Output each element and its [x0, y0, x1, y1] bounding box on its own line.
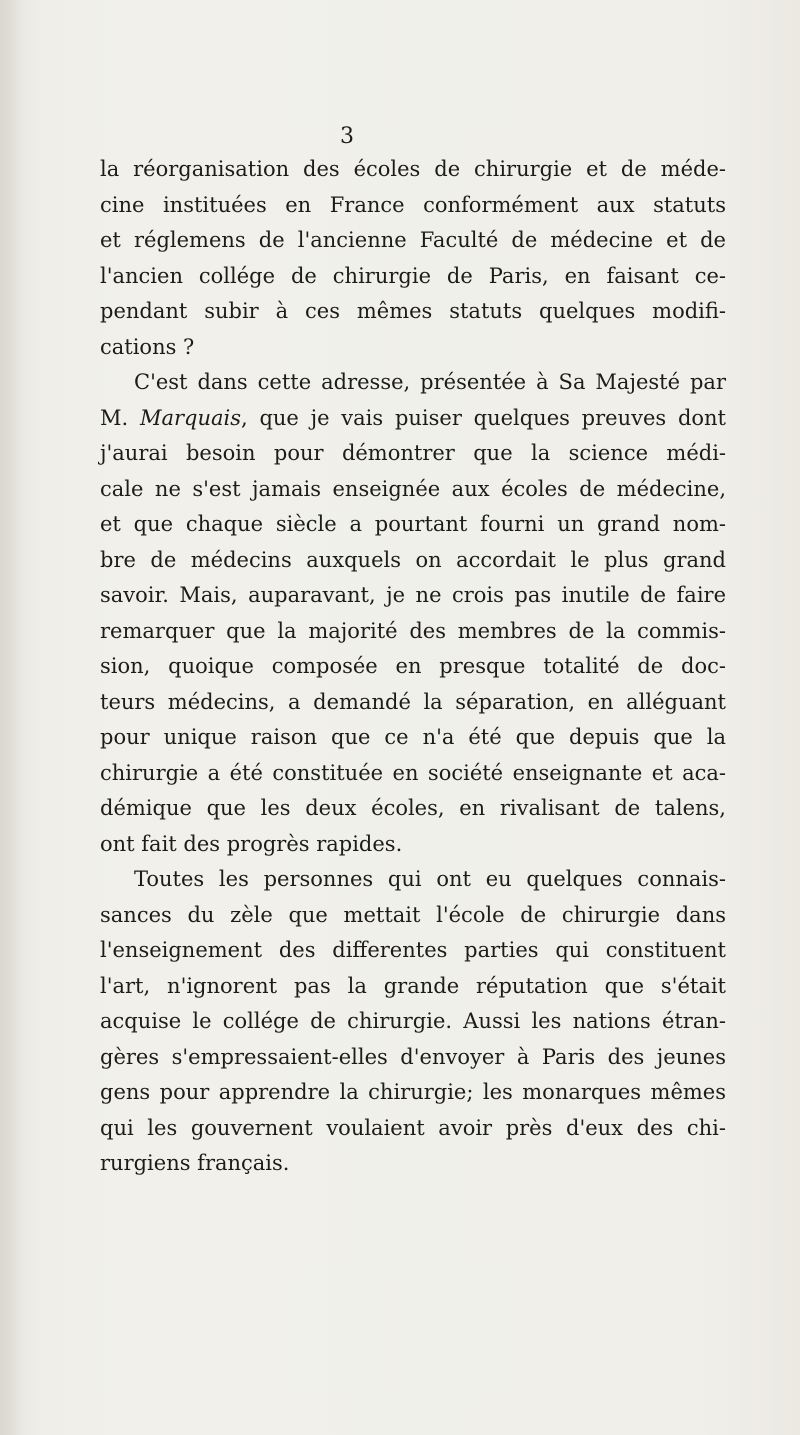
text-line: gères s'empressaient-elles d'envoyer à Paris des jeunes [100, 1044, 726, 1069]
text-line: démique que les deux écoles, en rivalisant de talens, [100, 796, 726, 820]
text-line: C'est dans cette adresse, présentée à Sa Majesté par [134, 370, 726, 394]
text-line: cations ? [100, 334, 195, 359]
text-line: sion, quoique composée en presque totalité de doc- [100, 654, 726, 678]
text-line: pour unique raison que ce n'a été que depuis que la [100, 725, 726, 749]
line-suffix: , que je vais puiser quelques preuves dont [241, 405, 726, 430]
body-text [100, 152, 726, 1182]
text-line: pendant subir à ces mêmes statuts quelques modifi- [100, 299, 726, 323]
text-line: sances du zèle que mettait l'école de chirurgie dans [100, 902, 726, 927]
italic-name-marquais: Marquais [139, 405, 241, 430]
text-line: ont fait des progrès rapides. [100, 831, 403, 856]
text-line: rurgiens français. [100, 1151, 290, 1175]
text-line: et que chaque siècle a pourtant fourni un grand nom- [100, 512, 726, 536]
text-line: teurs médecins, a demandé la séparation, en alléguant [100, 689, 726, 714]
text-line: chirurgie a été constituée en société enseignante et aca- [100, 760, 726, 785]
text-line: cale ne s'est jamais enseignée aux écoles de médecine, [100, 476, 726, 501]
text-line: remarquer que la majorité des membres de la commis- [100, 618, 726, 643]
text-line: savoir. Mais, auparavant, je ne crois pas inutile de faire [100, 583, 726, 607]
text-line: Toutes les personnes qui ont eu quelques connais- [134, 867, 726, 891]
text-line: bre de médecins auxquels on accordait le plus grand [100, 547, 726, 572]
text-line: j'aurai besoin pour démontrer que la science médi- [100, 441, 726, 465]
text-line: qui les gouvernent voulaient avoir près d'eux des chi- [100, 1115, 726, 1140]
text-line: gens pour apprendre la chirurgie; les monarques mêmes [100, 1080, 726, 1104]
text-line: l'enseignement des differentes parties qui constituent [100, 938, 726, 962]
page-edge-shadow [0, 0, 22, 1435]
line-prefix: M. [100, 405, 140, 430]
page-number: 3 [340, 124, 354, 149]
text-line: acquise le collége de chirurgie. Aussi les nations étran- [100, 1009, 726, 1033]
text-line: l'ancien collége de chirurgie de Paris, en faisant ce- [100, 263, 726, 288]
text-line: cine instituées en France conformément aux statuts [100, 192, 726, 217]
text-line: et réglemens de l'ancienne Faculté de médecine et de [100, 228, 726, 252]
text-line-with-italic-name [100, 401, 726, 437]
text-line: l'art, n'ignorent pas la grande réputation que s'était [100, 973, 726, 998]
text-line: la réorganisation des écoles de chirurgie et de méde- [100, 157, 726, 181]
